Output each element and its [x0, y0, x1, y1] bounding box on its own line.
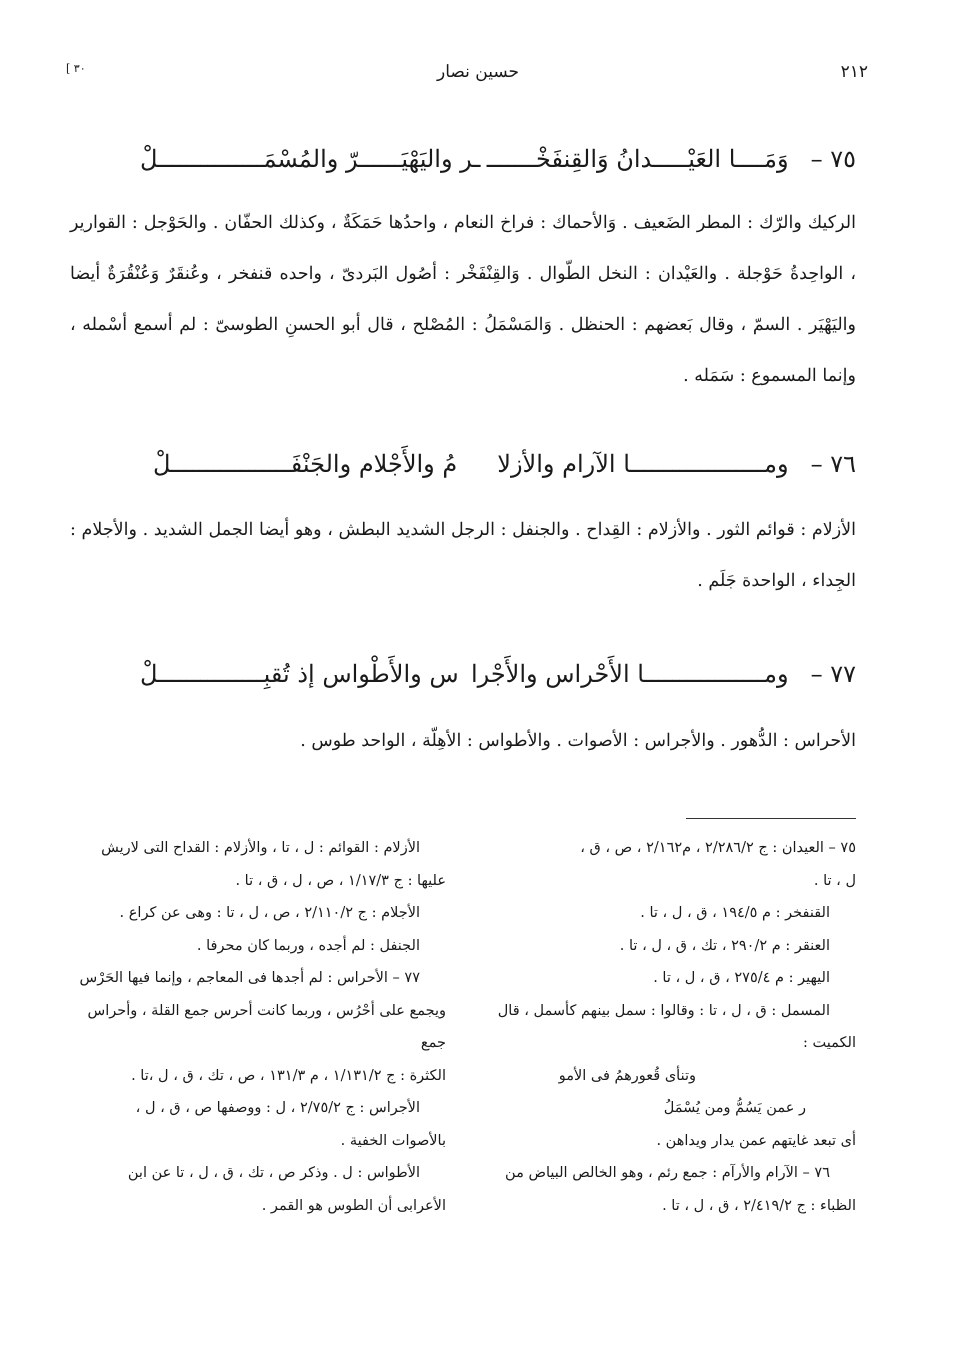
verse-75-commentary: الركيك والرّك : المطر الضَعيف . وَالأحماك : فراخ النعام ، واحدُها حَمَكَةٌ ، وكذلك الحفّان . والحَوْجل : القوارير ، الواحِدةُ حَوْجلة . والعَيْدان : النخل الطّوال . وَالقِنْفَخْر : أصُول البَردىّ ، واحده قنفخر ، وعُنقَرٌ وَعُنْقُرَةٌ أيضا واليَهْيَر . السمّ ، وقال بَعضهم : الحنظل . وَالمَسْمَلُ : المُصْلح ، قال أبو الحسنِ الطوسىّ : لم أسمع أسْمله ، وإنما المسموع : سَمَله . [70, 213, 856, 386]
footnote-line: ويجمع على أحْرُس ، وربما كانت أحرس جمع القلة ، وأحراس جمع [87, 1002, 446, 1051]
footnote-line: العنقر : م ٢٩٠/٢ ، تك ، ق ، ل ، تا . [619, 937, 830, 954]
footnote-line: ٧٧ – الأحراس : لم أجدها فى المعاجم ، وإنما فيها الحَرْس [79, 970, 420, 986]
footnote-line: الأجلام : ج ٢/١١٠/٢ ، ص ، ل ، تا : وهى عن كراع . [119, 905, 420, 921]
page-header [60, 62, 896, 88]
footnote-line: الأطواس : ل . وذكر ص ، تك ، ق ، ل ، تا عن ابن [127, 1165, 420, 1181]
footnote-line: الجنفل : لم أجده ، وربما كان محرفا . [196, 937, 420, 954]
footnote-poem-line: وتنأى قُعورهمُ فى الأمو [558, 1067, 696, 1084]
footnote-line: اليهير : م ٢٧٥/٤ ، ق ، ل ، تا . [653, 970, 830, 986]
footnote-line: الكميت : [803, 1035, 856, 1051]
footnote-line: المسمل : ق ، ل ، تا : وقالوا : سمل بينهم كأسمل ، قال [497, 1002, 830, 1019]
footnote-line: بالأصوات الخفية . [340, 1132, 446, 1149]
footnote-line: ٧٦ – الآرام والأرآم : جمع رئم ، وهو الخالص البياض من [505, 1165, 830, 1181]
footnote-line: الأزلام : القوائم : ل ، تا ، والأزلام : القداح التى لاريش [101, 840, 420, 856]
verse-77-commentary: الأحراس : الدُّهور . والأجراس : الأصوات . والأطواس : الأهِلّة ، الواحد طوس . [300, 731, 856, 751]
second-hemistich: ـر واليَهْيَــــــرّ والمُسْمَـــــــــــــــلْ [140, 145, 481, 173]
verse-number: ٧٧ – [810, 660, 856, 688]
verse-75-heading [140, 145, 856, 173]
page-number: ٢١٢ [840, 62, 868, 82]
footnotes-right-column [476, 832, 856, 1222]
verse-77-heading [140, 660, 856, 688]
first-hemistich: وَمَــــا العَيْـــــدانُ وَالقِنفَخْـــــــ [486, 145, 789, 173]
verse-number: ٧٦ – [810, 450, 856, 478]
first-hemistich: ومـــــــــــــــــا الأَحْراس والأَجْرا [470, 660, 789, 688]
footnotes-left-column [61, 832, 446, 1222]
footnote-divider [686, 818, 856, 819]
footnote-line: ل ، تا . [813, 872, 856, 889]
second-hemistich: مُ والأَجْلام والجَنْفَـــــــــــــــــلْ [153, 450, 458, 478]
footnote-line: ٧٥ – العيدان : ج ٢/٢٨٦/٢ ، م٢/١٦٢ ، ص ، ق ، [580, 840, 856, 856]
footnote-line: القنفخر : م ١٩٤/٥ ، ق ، ل ، تا . [640, 905, 830, 921]
footnote-line: الأجراس : ج ٢/٧٥/٢ ، ل : ووصفها ص ، ق ، ل ، [135, 1100, 420, 1116]
footnote-line: الظباء : ج ٢/٤١٩/٢ ، ق ، ل ، تا . [662, 1197, 856, 1214]
footnote-line: الأعرابى أن الطوس هو القمر . [261, 1197, 446, 1214]
footnote-poem-line: ر عمن يَسُمُّ ومن يُسْمَلُ [663, 1100, 806, 1116]
first-hemistich: ومـــــــــــــــــــا الآرام والأزلا [497, 450, 789, 478]
verse-number: ٧٥ – [810, 145, 856, 173]
verse-76-heading [140, 450, 856, 478]
footnote-line: الكثرة : ج ١/١٣١/٢ ، م ١٣١/٣ ، ص ، تك ، ق ، ل ،تا . [131, 1067, 446, 1084]
footnote-line: أى تبعد غايتهم عمن يدار ويداهن . [656, 1132, 856, 1149]
signature-mark: [ ٣٠ [66, 62, 86, 75]
second-hemistich: س والأَطْواس إذ تُقبِـــــــــــــــلْ [140, 660, 459, 688]
verse-76-commentary: الأزلام : قوائم الثور . والأزلام : القِداح . والجنفل : الرجل الشديد البطش ، وهو أيضا الجمل الشديد . والأجلام : الجِداء ، الواحدة جَلَم . [70, 520, 856, 591]
footnote-line: عليها : ج ١/١٧/٣ ، ص ، ل ، ق ، تا . [235, 872, 446, 889]
running-title: حسين نصار [436, 62, 519, 82]
